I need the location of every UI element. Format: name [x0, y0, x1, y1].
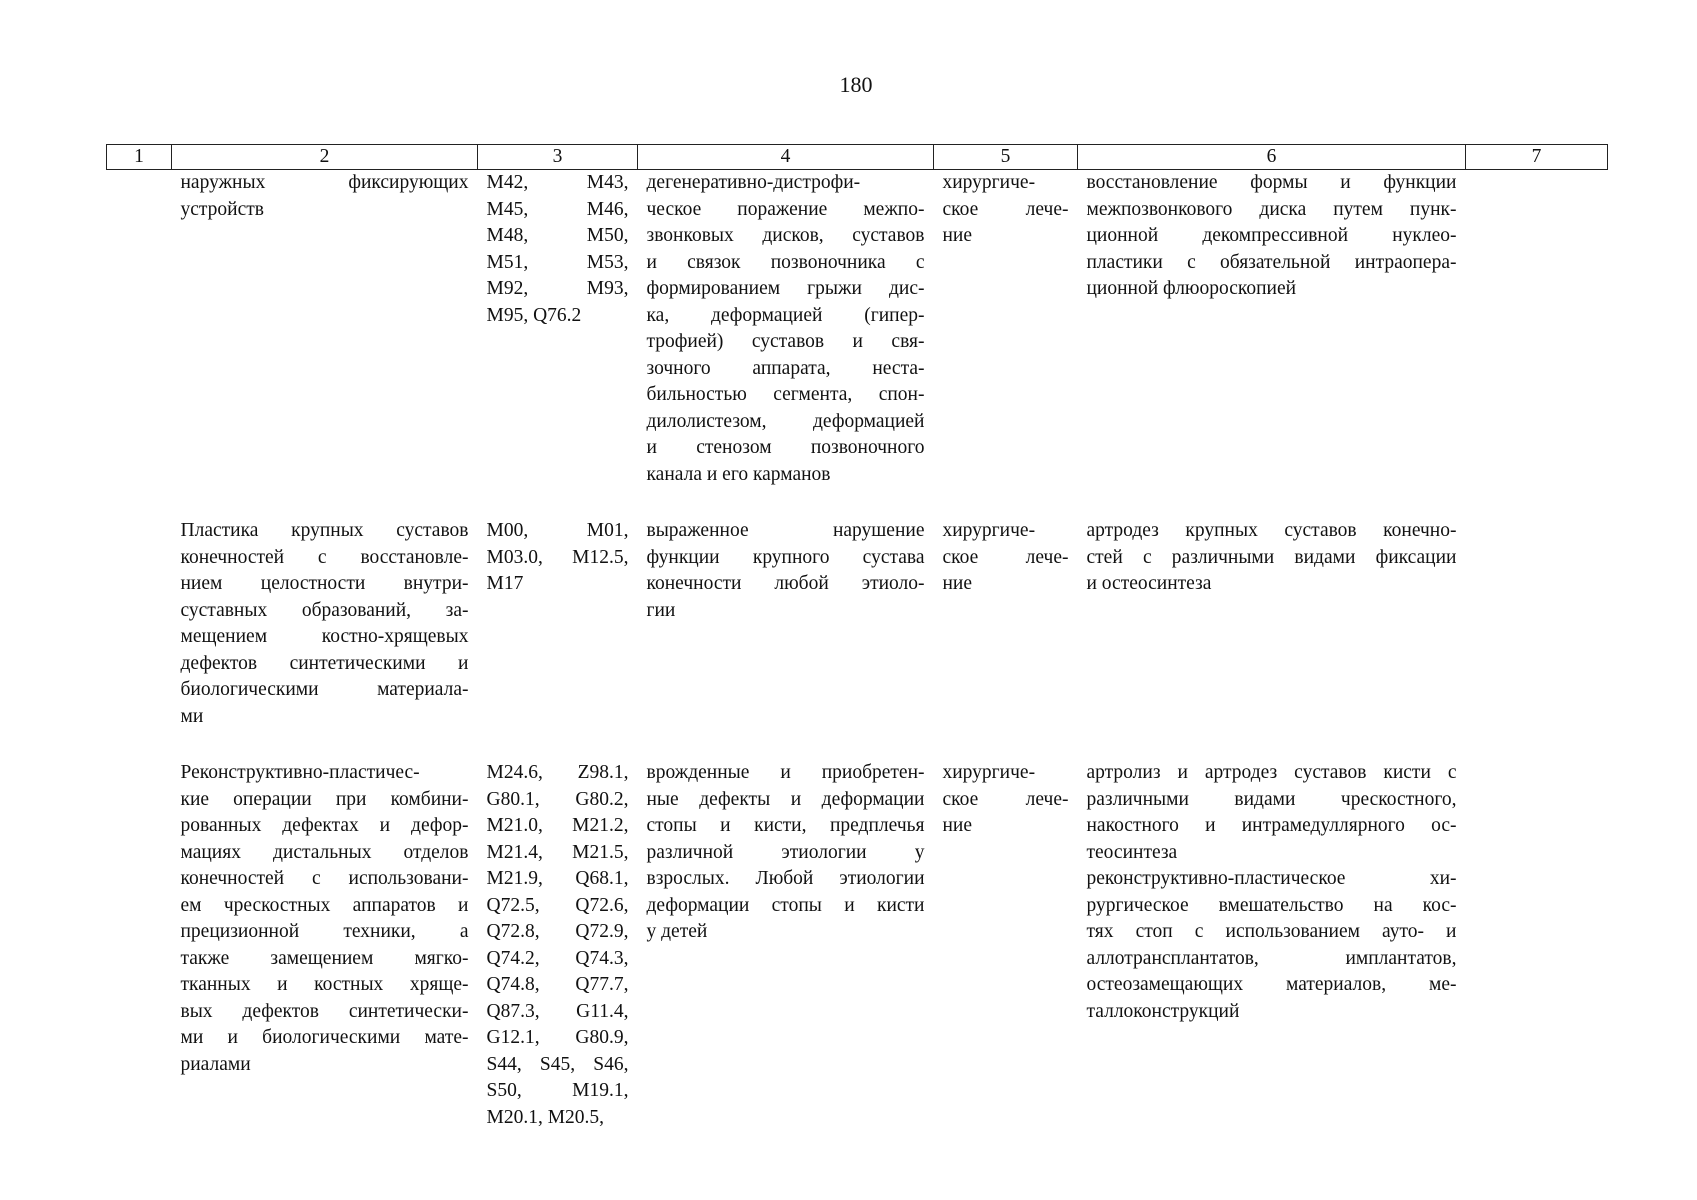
cell-line: также замещением мягко-: [180, 947, 469, 969]
cell-line: выраженное нарушение: [646, 520, 925, 541]
cell-line: M21.4, M21.5,: [486, 841, 629, 863]
column-number-row: [107, 145, 1608, 170]
cell-line: M95, Q76.2: [486, 304, 582, 326]
cell-line: мещением костно-хрящевых: [180, 626, 469, 647]
cell-line: ционной декомпрессивной нуклео-: [1086, 225, 1457, 246]
cell-line: M20.1, M20.5,: [486, 1106, 605, 1128]
cell-number: [107, 760, 172, 1161]
cell-treatment-type: [934, 170, 1078, 519]
cell-line: вых дефектов синтетически-: [180, 1000, 469, 1022]
cell-line: канала и его карманов: [646, 463, 831, 485]
cell-line: M00, M01,: [486, 520, 629, 541]
cell-treatment-method: [1078, 518, 1466, 760]
cell-line: хирургиче-: [942, 172, 1036, 193]
cell-line: M48, M50,: [486, 225, 629, 246]
cell-line: тях стоп с использованием ауто- и: [1086, 921, 1457, 942]
cell-line: S44, S45, S46,: [486, 1053, 629, 1075]
column-number-5: 5: [934, 145, 1078, 170]
cell-icd-codes: [478, 518, 638, 760]
cell-line: хирургиче-: [942, 762, 1036, 783]
cell-icd-codes: [478, 760, 638, 1161]
cell-line: зочного аппарата, неста-: [646, 357, 925, 379]
cell-line: ционной флюороскопией: [1086, 278, 1297, 299]
cell-line: остеозамещающих материалов, ме-: [1086, 974, 1457, 995]
cell-line: ка, деформацией (гипер-: [646, 304, 925, 326]
cell-line: рованных дефектах и дефор-: [180, 815, 469, 836]
cell-line: восстановление формы и функции: [1086, 172, 1457, 193]
cell-line: G80.1, G80.2,: [486, 788, 629, 810]
cell-line: ние: [942, 225, 973, 246]
cell-line: S50, M19.1,: [486, 1080, 629, 1101]
cell-line: Q87.3, G11.4,: [486, 1000, 629, 1022]
cell-line: тканных и костных хряще-: [180, 974, 469, 995]
cell-icd-codes: [478, 170, 638, 519]
cell-line: ми: [180, 705, 204, 727]
column-number-1: 1: [107, 145, 172, 170]
cell-patient-model: [638, 760, 934, 1161]
cell-line: G12.1, G80.9,: [486, 1027, 629, 1048]
cell-standard: [1466, 170, 1608, 519]
cell-line: стопы и кисти, предплечья: [646, 815, 925, 836]
cell-treatment-type: [934, 518, 1078, 760]
cell-line: дефектов синтетическими и: [180, 652, 469, 674]
cell-line: различной этиологии у: [646, 841, 925, 863]
cell-line: хирургиче-: [942, 520, 1036, 541]
cell-line: и стенозом позвоночного: [646, 437, 925, 458]
cell-line: и связок позвоночника с: [646, 251, 925, 273]
cell-line: реконструктивно-пластическое хи-: [1086, 868, 1457, 889]
cell-line: дегенеративно-дистрофи-: [646, 172, 861, 193]
cell-line: гии: [646, 599, 676, 621]
cell-line: теосинтеза: [1086, 841, 1178, 863]
cell-line: M51, M53,: [486, 251, 629, 273]
cell-line: рургическое вмешательство на кос-: [1086, 894, 1457, 916]
cell-line: Q72.5, Q72.6,: [486, 894, 629, 916]
cell-line: Q74.8, Q77.7,: [486, 974, 629, 995]
cell-service-name: [172, 760, 478, 1161]
cell-line: деформации стопы и кисти: [646, 894, 925, 916]
cell-line: риалами: [180, 1053, 251, 1075]
cell-treatment-type: [934, 760, 1078, 1161]
cell-line: функции крупного сустава: [646, 546, 925, 568]
cell-line: звонковых дисков, суставов: [646, 225, 925, 246]
cell-line: прецизионной техники, а: [180, 921, 469, 942]
cell-line: врожденные и приобретен-: [646, 762, 925, 783]
cell-line: взрослых. Любой этиологии: [646, 868, 925, 889]
cell-line: стей с различными видами фиксации: [1086, 546, 1457, 568]
cell-line: M92, M93,: [486, 278, 629, 299]
cell-line: артродез крупных суставов конечно-: [1086, 520, 1457, 541]
cell-standard: [1466, 518, 1608, 760]
cell-line: M21.0, M21.2,: [486, 815, 629, 836]
cell-line: формированием грыжи дис-: [646, 278, 925, 299]
cell-service-name: [172, 518, 478, 760]
cell-line: M21.9, Q68.1,: [486, 868, 629, 889]
column-number-7: 7: [1466, 145, 1608, 170]
cell-treatment-method: [1078, 170, 1466, 519]
cell-line: M03.0, M12.5,: [486, 546, 629, 568]
column-number-6: 6: [1078, 145, 1466, 170]
cell-line: и остеосинтеза: [1086, 573, 1212, 594]
cell-line: Реконструктивно-пластичес-: [180, 762, 420, 783]
cell-line: ское лече-: [942, 546, 1069, 568]
table-row: [107, 760, 1608, 1161]
cell-line: артролиз и артродез суставов кисти с: [1086, 762, 1457, 783]
cell-line: конечности любой этиоло-: [646, 573, 925, 594]
cell-line: устройств: [180, 198, 264, 220]
cell-line: биологическими материала-: [180, 679, 469, 700]
cell-service-name: [172, 170, 478, 519]
cell-line: ние: [942, 573, 973, 594]
cell-patient-model: [638, 518, 934, 760]
cell-line: таллоконструкций: [1086, 1000, 1240, 1022]
cell-line: Пластика крупных суставов: [180, 520, 469, 541]
cell-line: M42, M43,: [486, 172, 629, 193]
cell-line: межпозвонкового диска путем пунк-: [1086, 198, 1457, 220]
cell-line: трофией) суставов и свя-: [646, 331, 925, 352]
column-number-4: 4: [638, 145, 934, 170]
cell-line: у детей: [646, 921, 708, 942]
cell-line: дилолистезом, деформацией: [646, 410, 925, 432]
cell-line: M24.6, Z98.1,: [486, 762, 629, 783]
cell-line: аллотрансплантатов, имплантатов,: [1086, 947, 1457, 969]
cell-line: кие операции при комбини-: [180, 788, 469, 810]
services-table: [106, 144, 1608, 1161]
cell-line: ческое поражение межпо-: [646, 198, 925, 220]
cell-line: ем чрескостных аппаратов и: [180, 894, 469, 916]
cell-line: накостного и интрамедуллярного ос-: [1086, 815, 1457, 836]
cell-line: ское лече-: [942, 198, 1069, 220]
cell-line: M45, M46,: [486, 198, 629, 220]
cell-line: бильностью сегмента, спон-: [646, 384, 925, 405]
cell-line: ные дефекты и деформации: [646, 788, 925, 810]
table-row: [107, 170, 1608, 519]
cell-number: [107, 170, 172, 519]
cell-line: ское лече-: [942, 788, 1069, 810]
cell-line: наружных фиксирующих: [180, 172, 469, 193]
column-number-2: 2: [172, 145, 478, 170]
cell-patient-model: [638, 170, 934, 519]
cell-line: различными видами чрескостного,: [1086, 788, 1457, 810]
cell-line: ние: [942, 815, 973, 836]
cell-treatment-method: [1078, 760, 1466, 1161]
cell-line: Q72.8, Q72.9,: [486, 921, 629, 942]
cell-line: Q74.2, Q74.3,: [486, 947, 629, 969]
cell-line: нием целостности внутри-: [180, 573, 469, 594]
cell-line: мациях дистальных отделов: [180, 841, 469, 863]
page-number: 180: [839, 72, 873, 97]
cell-line: пластики с обязательной интраопера-: [1086, 251, 1457, 273]
cell-line: конечностей с использовани-: [180, 868, 469, 889]
cell-line: M17: [486, 573, 524, 594]
cell-line: конечностей с восстановле-: [180, 546, 469, 568]
table-body: [107, 170, 1608, 1162]
cell-line: суставных образований, за-: [180, 599, 469, 621]
column-number-3: 3: [478, 145, 638, 170]
cell-standard: [1466, 760, 1608, 1161]
table-row: [107, 518, 1608, 760]
cell-number: [107, 518, 172, 760]
cell-line: ми и биологическими мате-: [180, 1027, 469, 1048]
